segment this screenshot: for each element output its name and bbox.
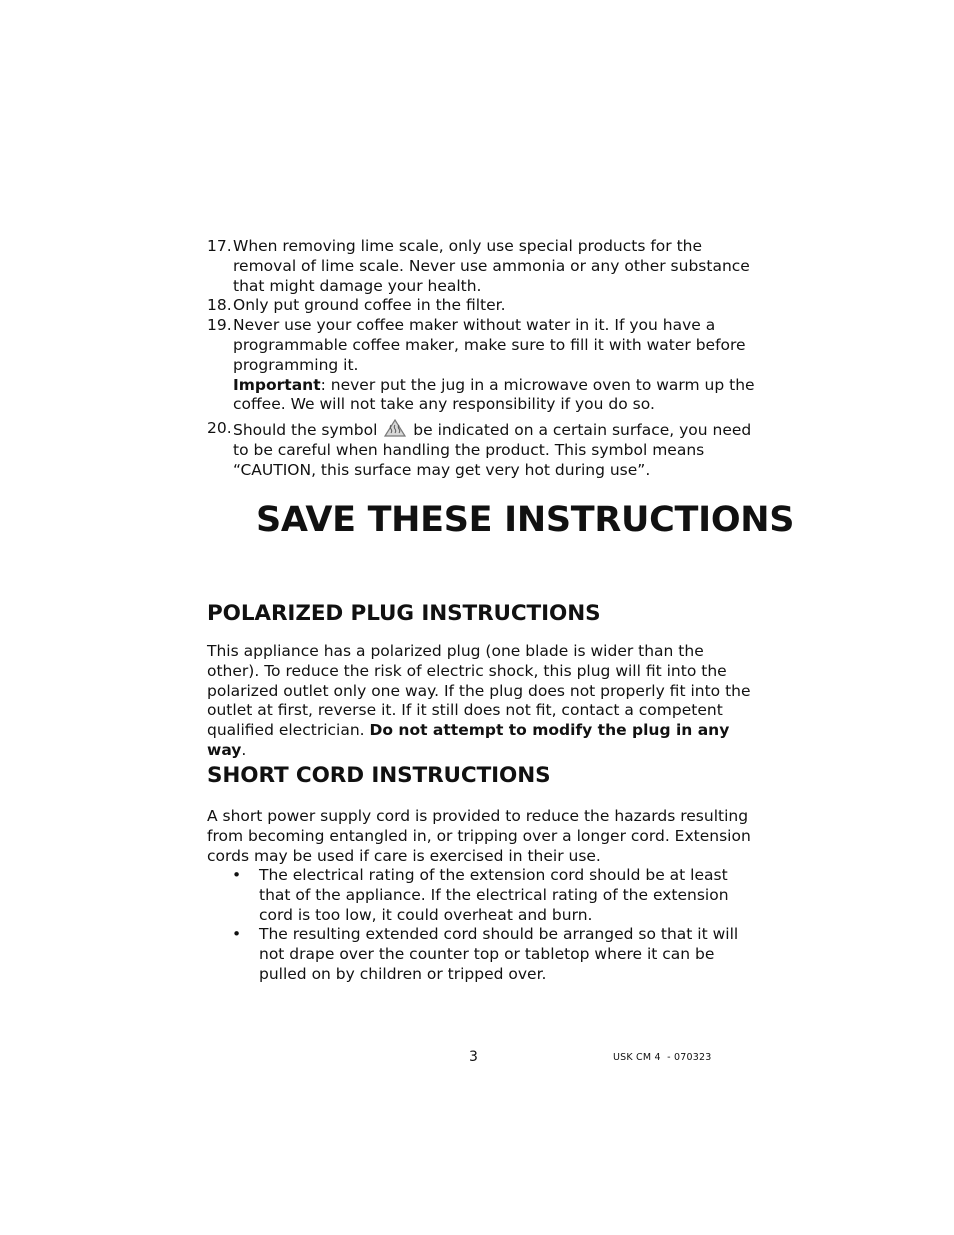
main-title: SAVE THESE INSTRUCTIONS (256, 500, 795, 540)
polarized-plug-paragraph (207, 642, 759, 761)
hot-surface-caution-icon (384, 419, 406, 437)
bullet-dot: • (232, 925, 242, 944)
list-item (207, 296, 767, 316)
item-number: 18. (207, 296, 232, 315)
item-text: Only put ground coffee in the filter. (233, 296, 506, 315)
safety-instructions-list (207, 237, 767, 481)
bullet-dot: • (232, 866, 242, 884)
page-number: 3 (469, 1049, 478, 1065)
important-text: : never put the jug in a microwave oven to warm up the coffee. We will not take any responsibility if you do so. (233, 375, 755, 414)
list-item (207, 237, 767, 296)
list-item (232, 925, 752, 984)
polarized-plug-warning: Do not attempt to modify the plug in any way (207, 721, 730, 759)
important-label: Important (233, 375, 321, 394)
list-item (207, 419, 767, 480)
item-text: When removing lime scale, only use special products for the removal of lime scale. Never use ammonia or any other substance that might damage your health. (233, 237, 750, 295)
polarized-plug-heading: POLARIZED PLUG INSTRUCTIONS (207, 601, 601, 626)
bullet-text: The resulting extended cord should be arranged so that it will not drape over the counter top or tabletop where it can be pulled on by children or tripped over. (259, 925, 739, 983)
list-item (232, 866, 752, 925)
document-code: USK CM 4 - 070323 (613, 1052, 712, 1063)
list-item (207, 316, 767, 375)
item-text-before-icon: Should the symbol (233, 421, 378, 440)
bullet-text: The electrical rating of the extension cord should be at least that of the appliance. If the electrical rating of the extension cord is too low, it could overheat and burn. (259, 866, 729, 924)
important-note (207, 376, 767, 416)
short-cord-bullets (232, 866, 752, 985)
item-text: Never use your coffee maker without water in it. If you have a programmable coffee maker, make sure to fill it with water before programming it. (233, 316, 746, 374)
polarized-plug-text: This appliance has a polarized plug (one blade is wider than the other). To reduce the risk of electric shock, this plug will fit into the polarized outlet only one way. If the plug does not properly fit into the outlet at first, reverse it. If it still does not fit, contact a competent qualified electrician. (207, 642, 751, 740)
short-cord-paragraph: A short power supply cord is provided to reduce the hazards resulting from becoming entangled in, or tripping over a longer cord. Extension cords may be used if care is exercised in their use. (207, 807, 751, 865)
item-number: 19. (207, 316, 232, 335)
short-cord-heading: SHORT CORD INSTRUCTIONS (207, 763, 551, 788)
item-number: 17. (207, 237, 232, 255)
item-text-after-icon: be indicated on a certain surface, you need to be careful when handling the product. This symbol means “CAUTION, this surface may get very hot during use”. (233, 421, 752, 479)
item-number: 20. (207, 419, 232, 438)
polarized-plug-end: . (241, 740, 247, 759)
